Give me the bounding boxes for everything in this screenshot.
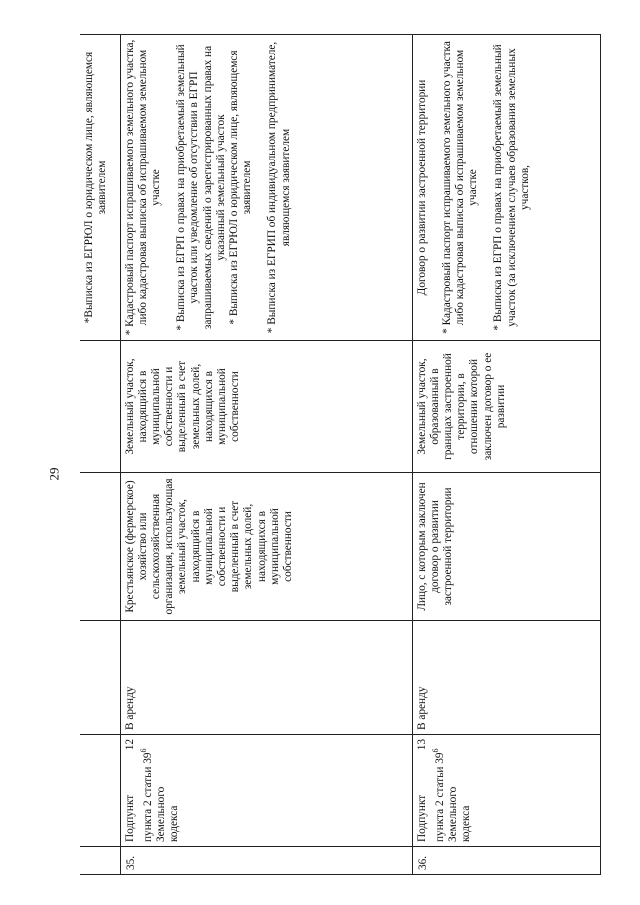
cell-right-type — [80, 621, 120, 735]
land-plot: Земельный участок, образованный в границах застроенной территории, в отношении которой заключен договор о ее развитии — [412, 341, 600, 473]
document-item: * Выписка из ЕГРП о правах на приобретаемый земельный участок (за исключением случаев образования земельных участков, — [492, 44, 531, 331]
applicant: Лицо, с которым заключен договор о развитии застроенной территории — [412, 473, 600, 621]
row-number: 35. — [120, 847, 412, 875]
cell-applicant — [80, 473, 120, 621]
procedure-table — [80, 34, 601, 875]
cell-documents — [80, 35, 120, 341]
document-item: * Выписка из ЕГРЮЛ о юридическом лице, являющемся заявителем — [227, 50, 254, 325]
basis-code: Земельного кодекса — [446, 786, 472, 842]
table-row-continuation — [80, 35, 120, 875]
rotated-page-content — [80, 35, 600, 875]
document-item: * Кадастровый паспорт испрашиваемого земельного участка либо кадастровая выписка об испрашиваемом земельном участке — [440, 41, 480, 334]
documents-list — [120, 35, 412, 341]
basis-article: пункта 2 статьи 39 — [433, 752, 446, 842]
row-number: 36. — [412, 847, 600, 875]
basis-subpoint-number: 13 — [415, 739, 428, 751]
page-number: 29 — [46, 467, 62, 481]
basis-subpoint-number: 12 — [123, 739, 136, 751]
basis-word: Подпункт — [415, 794, 428, 842]
legal-basis — [412, 735, 600, 847]
basis-word: Подпункт — [123, 794, 136, 842]
table-row — [412, 35, 600, 875]
basis-code: Земельного кодекса — [154, 786, 180, 842]
document-item: *Выписка из ЕГРЮЛ о юридическом лице, являющемся заявителем — [83, 51, 109, 324]
legal-basis — [120, 735, 412, 847]
basis-article-superscript: 6 — [138, 748, 148, 753]
cell-number — [80, 847, 120, 875]
documents-list — [412, 35, 600, 341]
right-type: В аренду — [120, 621, 412, 735]
applicant: Крестьянское (фермерское) хозяйство или сельскохозяйственная организация, использующая земельный участок, находящийся в муниципальной собственности и выделенный в счет земельных долей, находящихся в муниципальной собственности — [120, 473, 412, 621]
cell-basis — [80, 735, 120, 847]
land-plot: Земельный участок, находящийся в муниципальной собственности и выделенный в счет земельных долей, находящихся в муниципальной собственности — [120, 341, 412, 473]
cell-land — [80, 341, 120, 473]
basis-article: пункта 2 статьи 39 — [141, 752, 154, 842]
document-item: Договор о развитии застроенной территории — [415, 79, 428, 296]
document-item: * Выписка из ЕГРИП об индивидуальном предпринимателе, являющемся заявителем — [266, 41, 292, 334]
document-item: * Кадастровый паспорт испрашиваемого земельного участка, либо кадастровая выписка об испрашиваемом земельном участке — [123, 39, 162, 336]
table-row — [120, 35, 412, 875]
basis-article-superscript: 6 — [430, 748, 440, 753]
right-type: В аренду — [412, 621, 600, 735]
document-item: * Выписка из ЕГРП о правах на приобретаемый земельный участок или уведомление об отсутствии в ЕГРП запрашиваемых сведений о зарегистрированных правах на указанный земельный участок — [175, 44, 227, 331]
